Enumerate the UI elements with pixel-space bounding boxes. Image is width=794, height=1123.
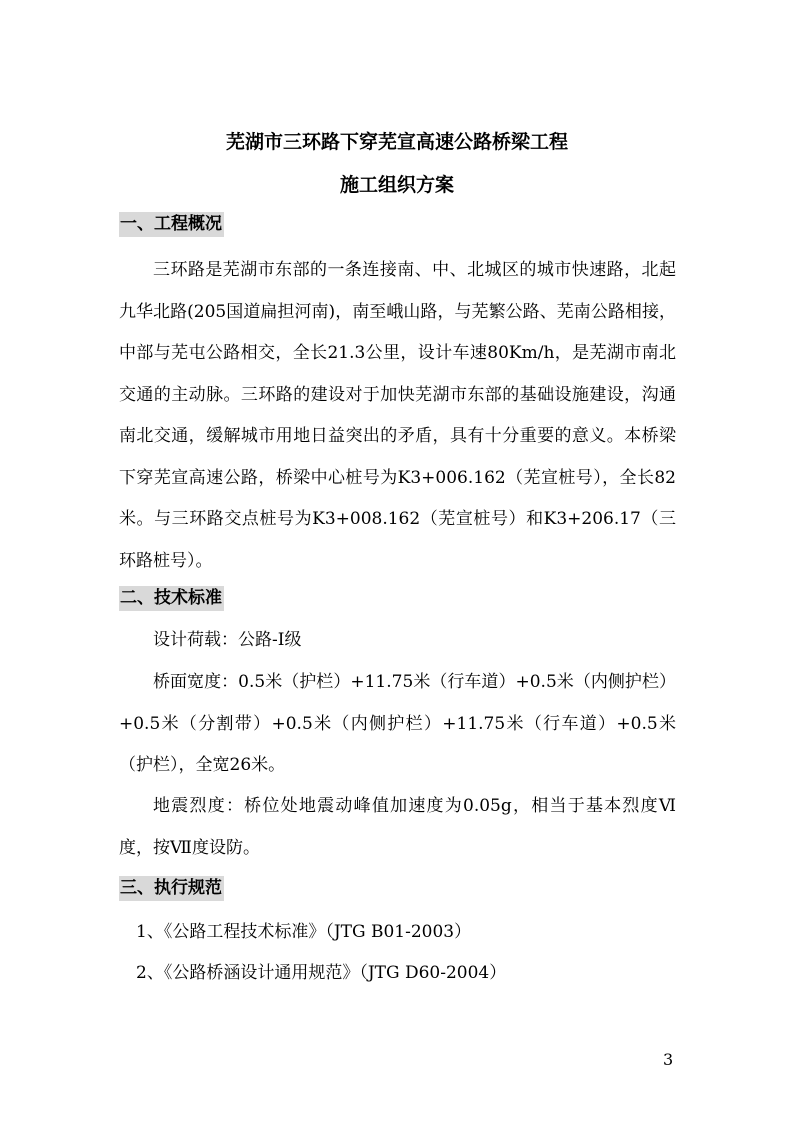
overview-paragraph: 三环路是芜湖市东部的一条连接南、中、北城区的城市快速路，北起九华北路(205国道扁担河南)，南至峨山路，与芜繁公路、芜南公路相接，中部与芜屯公路相交，全长21.3公里，设计车速80Km/h，是芜湖市南北交通的主动脉。三环路的建设对于加快芜湖市东部的基础设施建设，沟通南北交通，缓解城市用地日益突出的矛盾，具有十分重要的意义。本桥梁下穿芜宣高速公路，桥梁中心桩号为K3+006.162（芜宣桩号），全长82米。与三环路交点桩号为K3+008.162（芜宣桩号）和K3+206.17（三环路桩号）。 — [119, 260, 676, 571]
bridge-width-paragraph: 桥面宽度：0.5米（护栏）+11.75米（行车道）+0.5米（内侧护栏）+0.5米（分割带）+0.5米（内侧护栏）+11.75米（行车道）+0.5米（护栏），全宽26米。 — [119, 672, 676, 775]
page-number: 3 — [663, 1050, 674, 1069]
seismic-paragraph: 地震烈度：桥位处地震动峰值加速度为0.05g，相当于基本烈度Ⅵ度，按Ⅶ度设防。 — [119, 796, 676, 858]
document-title: 芜湖市三环路下穿芜宣高速公路桥梁工程 — [225, 131, 568, 153]
spec-item: 1、《公路工程技术标准》（JTG B01-2003） — [136, 922, 472, 942]
section-heading-overview: 一、工程概况 — [119, 212, 224, 237]
section-heading-specifications: 三、执行规范 — [119, 876, 224, 901]
spec-item: 2、《公路桥涵设计通用规范》（JTG D60-2004） — [136, 963, 507, 983]
section-heading-standards: 二、技术标准 — [119, 586, 224, 611]
document-subtitle: 施工组织方案 — [339, 174, 454, 196]
design-load-text: 设计荷载：公路-Ⅰ级 — [153, 630, 302, 650]
